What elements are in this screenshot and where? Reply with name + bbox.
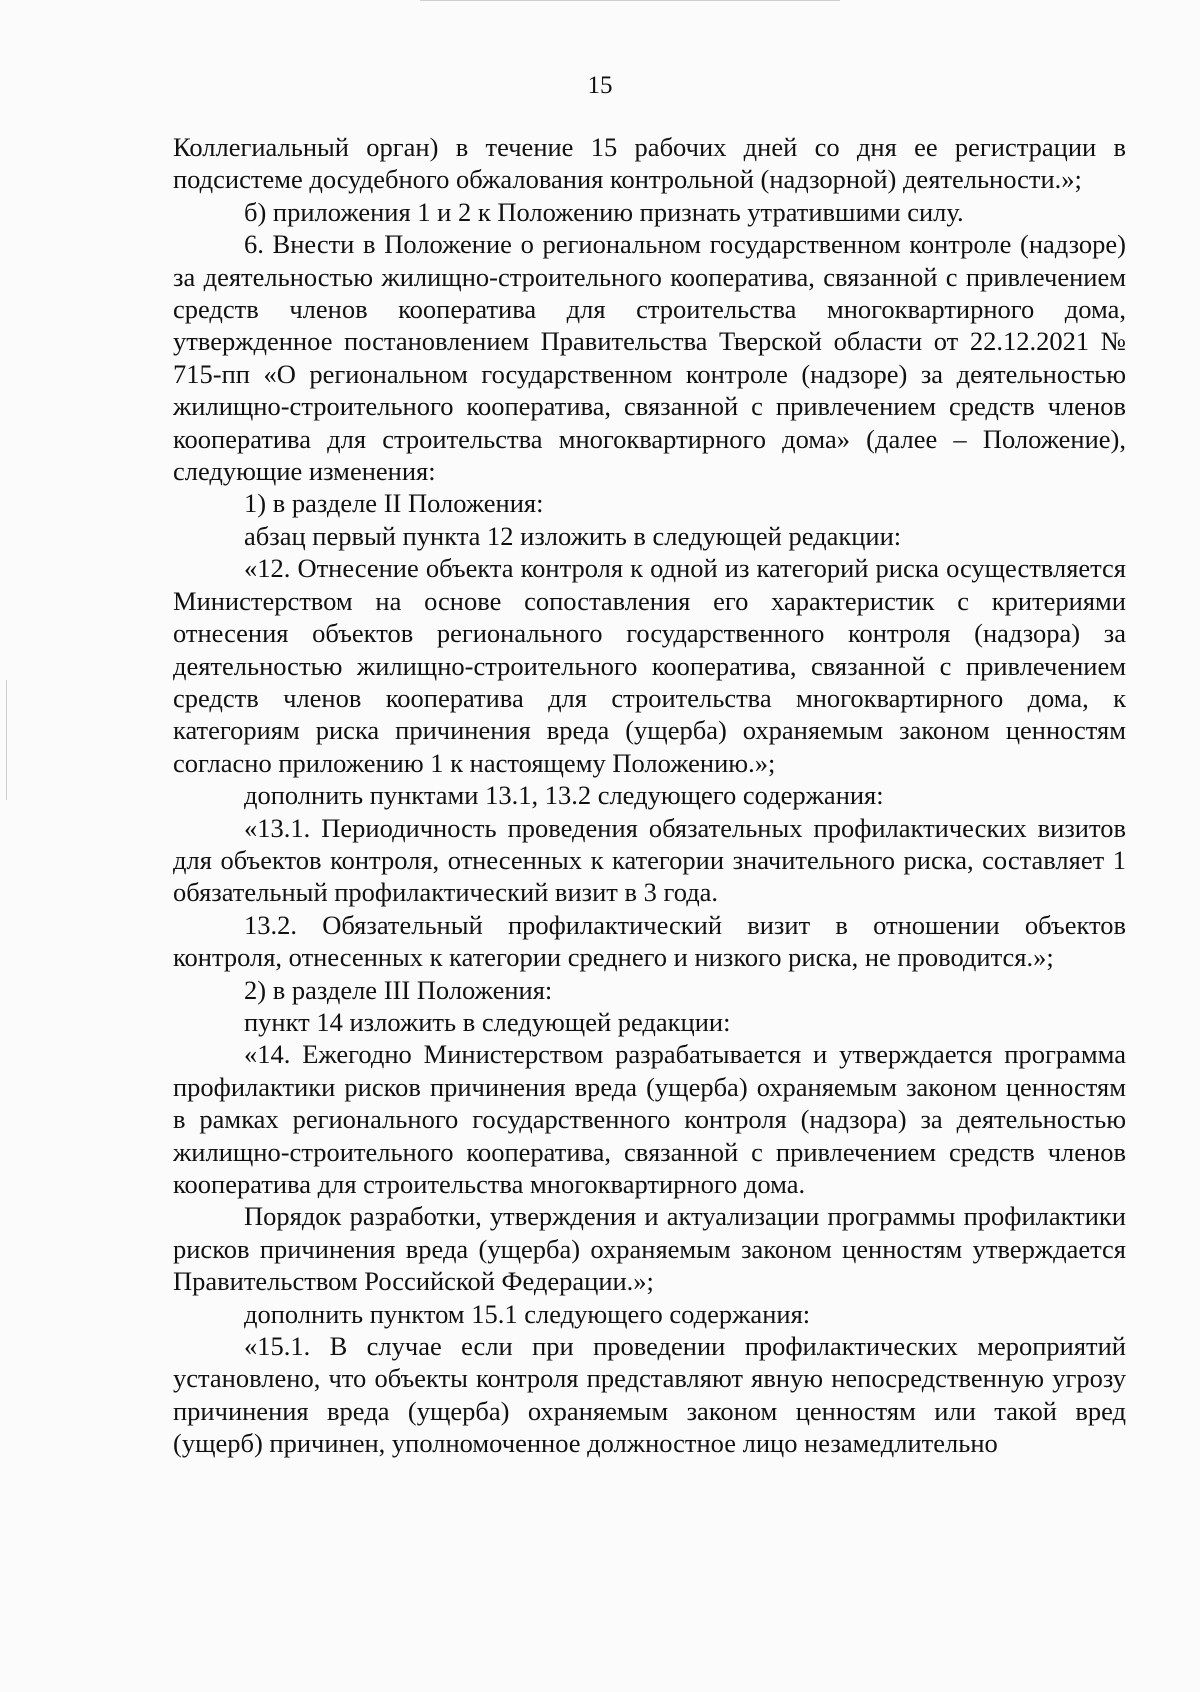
paragraph-10: 2) в разделе III Положения: bbox=[244, 974, 553, 1005]
scan-edge-left bbox=[6, 680, 7, 800]
paragraph-11: пункт 14 изложить в следующей редакции: bbox=[244, 1006, 731, 1037]
paragraph-14: дополнить пунктом 15.1 следующего содержания: bbox=[244, 1298, 811, 1329]
page-number: 15 bbox=[587, 72, 613, 99]
paragraph-3: 6. Внести в Положение о региональном государственном контроле (надзоре) за деятельностью жилищно-строительного кооператива, связанной с привлечением средств членов кооператива для строительства многоквартирного дома, утвержденное постановлением Правительства Тверской области от 22.12.2021 № 715-пп «О региональном государственном контроле (надзоре) за деятельностью жилищно-строительного кооператива, связанной с привлечением средств членов кооператива для строительства многоквартирного дома» (далее – Положение), следующие изменения: bbox=[173, 229, 1126, 487]
paragraph-15: «15.1. В случае если при проведении профилактических мероприятий установлено, что объекты контроля представляют явную непосредственную угрозу причинения вреда (ущерба) охраняемым законом ценностям или такой вред (ущерб) причинен, уполномоченное должностное лицо незамедлительно bbox=[173, 1331, 1126, 1459]
paragraph-1: Коллегиальный орган) в течение 15 рабочих дней со дня ее регистрации в подсистеме досудебного обжалования контрольной (надзорной) деятельности.»; bbox=[173, 132, 1126, 195]
scan-edge-top bbox=[420, 0, 840, 1]
paragraph-4: 1) в разделе II Положения: bbox=[244, 488, 544, 519]
paragraph-2: б) приложения 1 и 2 к Положению признать утратившими силу. bbox=[244, 196, 964, 227]
paragraph-9: 13.2. Обязательный профилактический визит в отношении объектов контроля, отнесенных к категории среднего и низкого риска, не проводится.»; bbox=[173, 909, 1126, 973]
document-body bbox=[173, 131, 1126, 1460]
paragraph-6: «12. Отнесение объекта контроля к одной из категорий риска осуществляется Министерством на основе сопоставления его характеристик с критериями отнесения объектов регионального государственного контроля (надзора) за деятельностью жилищно-строительного кооператива, связанной с привлечением средств членов кооператива для строительства многоквартирного дома, к категориям риска причинения вреда (ущерба) охраняемым законом ценностям согласно приложению 1 к настоящему Положению.»; bbox=[173, 553, 1126, 778]
paragraph-7: дополнить пунктами 13.1, 13.2 следующего содержания: bbox=[244, 780, 884, 811]
paragraph-12: «14. Ежегодно Министерством разрабатывается и утверждается программа профилактики рисков причинения вреда (ущерба) охраняемым законом ценностям в рамках регионального государственного контроля (надзора) за деятельностью жилищно-строительного кооператива, связанной с привлечением средств членов кооператива для строительства многоквартирного дома. bbox=[173, 1039, 1126, 1199]
paragraph-13: Порядок разработки, утверждения и актуализации программы профилактики рисков причинения вреда (ущерба) охраняемым законом ценностям утверждается Правительством Российской Федерации.»; bbox=[173, 1201, 1126, 1297]
paragraph-5: абзац первый пункта 12 изложить в следующей редакции: bbox=[244, 520, 902, 551]
paragraph-8: «13.1. Периодичность проведения обязательных профилактических визитов для объектов контроля, отнесенных к категории значительного риска, составляет 1 обязательный профилактический визит в 3 года. bbox=[173, 812, 1126, 908]
